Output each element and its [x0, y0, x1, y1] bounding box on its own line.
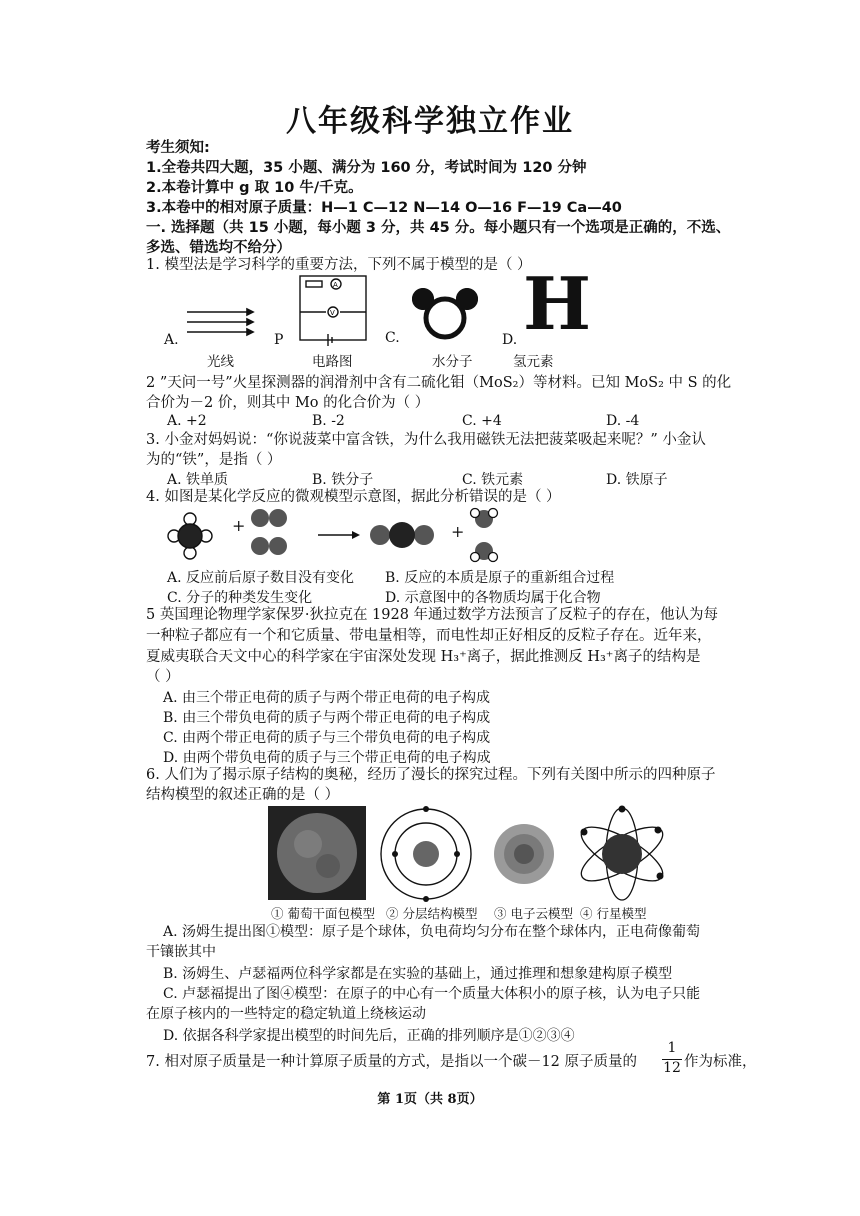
question-5-stem-cont: 夏威夷联合天文中心的科学家在宇宙深处发现 H₃⁺离子，据此推测反 H₃⁺离子的结构是 — [146, 649, 701, 665]
q1-caption-b: 电路图 — [312, 354, 353, 370]
q1-letter-a: A. — [164, 332, 179, 348]
q1-letter-b: P — [274, 332, 284, 348]
question-5-stem: 5 英国理论物理学家保罗·狄拉克在 1928 年通过数学方法预言了反粒子的存在，他认为每 — [146, 607, 719, 623]
q6-option-d: D. 依据各科学家提出模型的时间先后，正确的排列顺序是①②③④ — [163, 1028, 575, 1044]
q6-option-a: A. 汤姆生提出图①模型：原子是个球体，负电荷均匀分布在整个球体内，正电荷像葡萄 — [163, 924, 701, 940]
q6-caption-2: ② 分层结构模型 — [386, 906, 478, 921]
notice-item: 3.本卷中的相对原子质量：H—1 C—12 N—14 O—16 F—19 Ca—40 — [146, 200, 622, 216]
reaction-model-figure — [162, 505, 532, 567]
q6-option-c: C. 卢瑟福提出了图④模型：在原子的中心有一个质量大体积小的原子核，认为电子只能 — [163, 986, 701, 1002]
notice-item: 2.本卷计算中 g 取 10 牛/千克。 — [146, 180, 363, 196]
question-5-stem-cont: （ ） — [146, 669, 180, 685]
q4-option-d: D. 示意图中的各物质均属于化合物 — [385, 590, 601, 606]
svg-text:V: V — [330, 309, 335, 317]
q1-letter-d: D. — [502, 332, 518, 348]
hydrogen-symbol: H — [523, 261, 592, 346]
question-4-stem: 4. 如图是某化学反应的微观模型示意图，据此分析错误的是（ ） — [146, 489, 561, 505]
plus-sign: + — [232, 516, 246, 535]
q2-option-c: C. +4 — [462, 413, 502, 429]
question-2-stem: 2 ”天问一号”火星探测器的润滑剂中含有二硫化钼（MoS₂）等材料。已知 MoS₂ 中 S 的化 — [146, 375, 732, 391]
q5-option-d: D. 由两个带负电荷的质子与三个带正电荷的电子构成 — [163, 750, 491, 766]
q1-letter-c: C. — [385, 330, 400, 346]
light-rays-figure — [185, 308, 255, 340]
q4-option-a: A. 反应前后原子数目没有变化 — [167, 570, 355, 586]
fraction-numerator: 1 — [667, 1040, 677, 1056]
q3-option-b: B. 铁分子 — [312, 472, 374, 488]
question-7-stem-end: 作为标准， — [684, 1054, 757, 1070]
circuit-diagram-figure — [296, 272, 370, 344]
q1-caption-a: 光线 — [207, 354, 234, 370]
question-6-stem: 6. 人们为了揭示原子结构的奥秘，经历了漫长的探究过程。下列有关图中所示的四种原子 — [146, 767, 716, 783]
q5-option-c: C. 由两个带正电荷的质子与三个带负电荷的电子构成 — [163, 730, 491, 746]
section-heading-cont: 多选、错选均不给分） — [146, 240, 291, 256]
shell-model-figure — [376, 806, 476, 902]
q6-option-c-cont: 在原子核内的一些特定的稳定轨道上绕核运动 — [146, 1006, 426, 1022]
q2-option-a: A. +2 — [167, 413, 207, 429]
q6-caption-1: ① 葡萄干面包模型 — [271, 906, 375, 921]
question-7-stem: 7. 相对原子质量是一种计算原子质量的方式，是指以一个碳－12 原子质量的 — [146, 1054, 638, 1070]
fraction-denominator: 12 — [663, 1060, 681, 1076]
q3-option-d: D. 铁原子 — [606, 472, 668, 488]
q6-caption-3: ③ 电子云模型 — [494, 906, 573, 921]
q1-caption-d: 氢元素 — [513, 354, 554, 370]
water-molecule-figure — [410, 286, 480, 342]
q6-option-a-cont: 干镶嵌其中 — [146, 944, 216, 960]
q3-option-a: A. 铁单质 — [167, 472, 229, 488]
q6-option-b: B. 汤姆生、卢瑟福两位科学家都是在实验的基础上，通过推理和想象建构原子模型 — [163, 966, 673, 982]
q5-option-a: A. 由三个带正电荷的质子与两个带正电荷的电子构成 — [163, 690, 491, 706]
question-3-stem: 3. 小金对妈妈说：“你说菠菜中富含铁，为什么我用磁铁无法把菠菜吸起来呢？” 小金认 — [146, 432, 706, 448]
q5-option-b: B. 由三个带负电荷的质子与两个带正电荷的电子构成 — [163, 710, 491, 726]
question-1-stem: 1. 模型法是学习科学的重要方法，下列不属于模型的是（ ） — [146, 257, 532, 273]
question-2-stem-cont: 合价为－2 价，则其中 Mo 的化合价为（ ） — [146, 395, 430, 411]
q2-option-b: B. -2 — [312, 413, 345, 429]
plum-pudding-model-figure — [268, 806, 366, 900]
q4-option-c: C. 分子的种类发生变化 — [167, 590, 313, 606]
plus-sign: + — [451, 522, 465, 541]
section-heading: 一. 选择题（共 15 小题，每小题 3 分，共 45 分。每小题只有一个选项是正确的，不选、 — [146, 220, 731, 236]
q1-caption-c: 水分子 — [432, 354, 473, 370]
question-5-stem-cont: 一种粒子都应有一个和它质量、带电量相等，而电性却正好相反的反粒子存在。近年来， — [146, 628, 712, 644]
electron-cloud-model-figure — [488, 818, 560, 890]
page-footer: 第 1页（共 8页） — [377, 1092, 483, 1107]
q3-option-c: C. 铁元素 — [462, 472, 524, 488]
question-3-stem-cont: 为的“铁”，是指（ ） — [146, 452, 282, 468]
q4-option-b: B. 反应的本质是原子的重新组合过程 — [385, 570, 615, 586]
notice-item: 1.全卷共四大题，35 小题、满分为 160 分，考试时间为 120 分钟 — [146, 160, 587, 176]
page-title: 八年级科学独立作业 — [286, 104, 574, 139]
svg-text:A: A — [333, 281, 338, 289]
question-6-stem-cont: 结构模型的叙述正确的是（ ） — [146, 787, 340, 803]
q2-option-d: D. -4 — [606, 413, 640, 429]
notice-heading: 考生须知: — [146, 140, 210, 156]
q6-caption-4: ④ 行星模型 — [580, 906, 647, 921]
planetary-model-figure — [572, 806, 672, 902]
